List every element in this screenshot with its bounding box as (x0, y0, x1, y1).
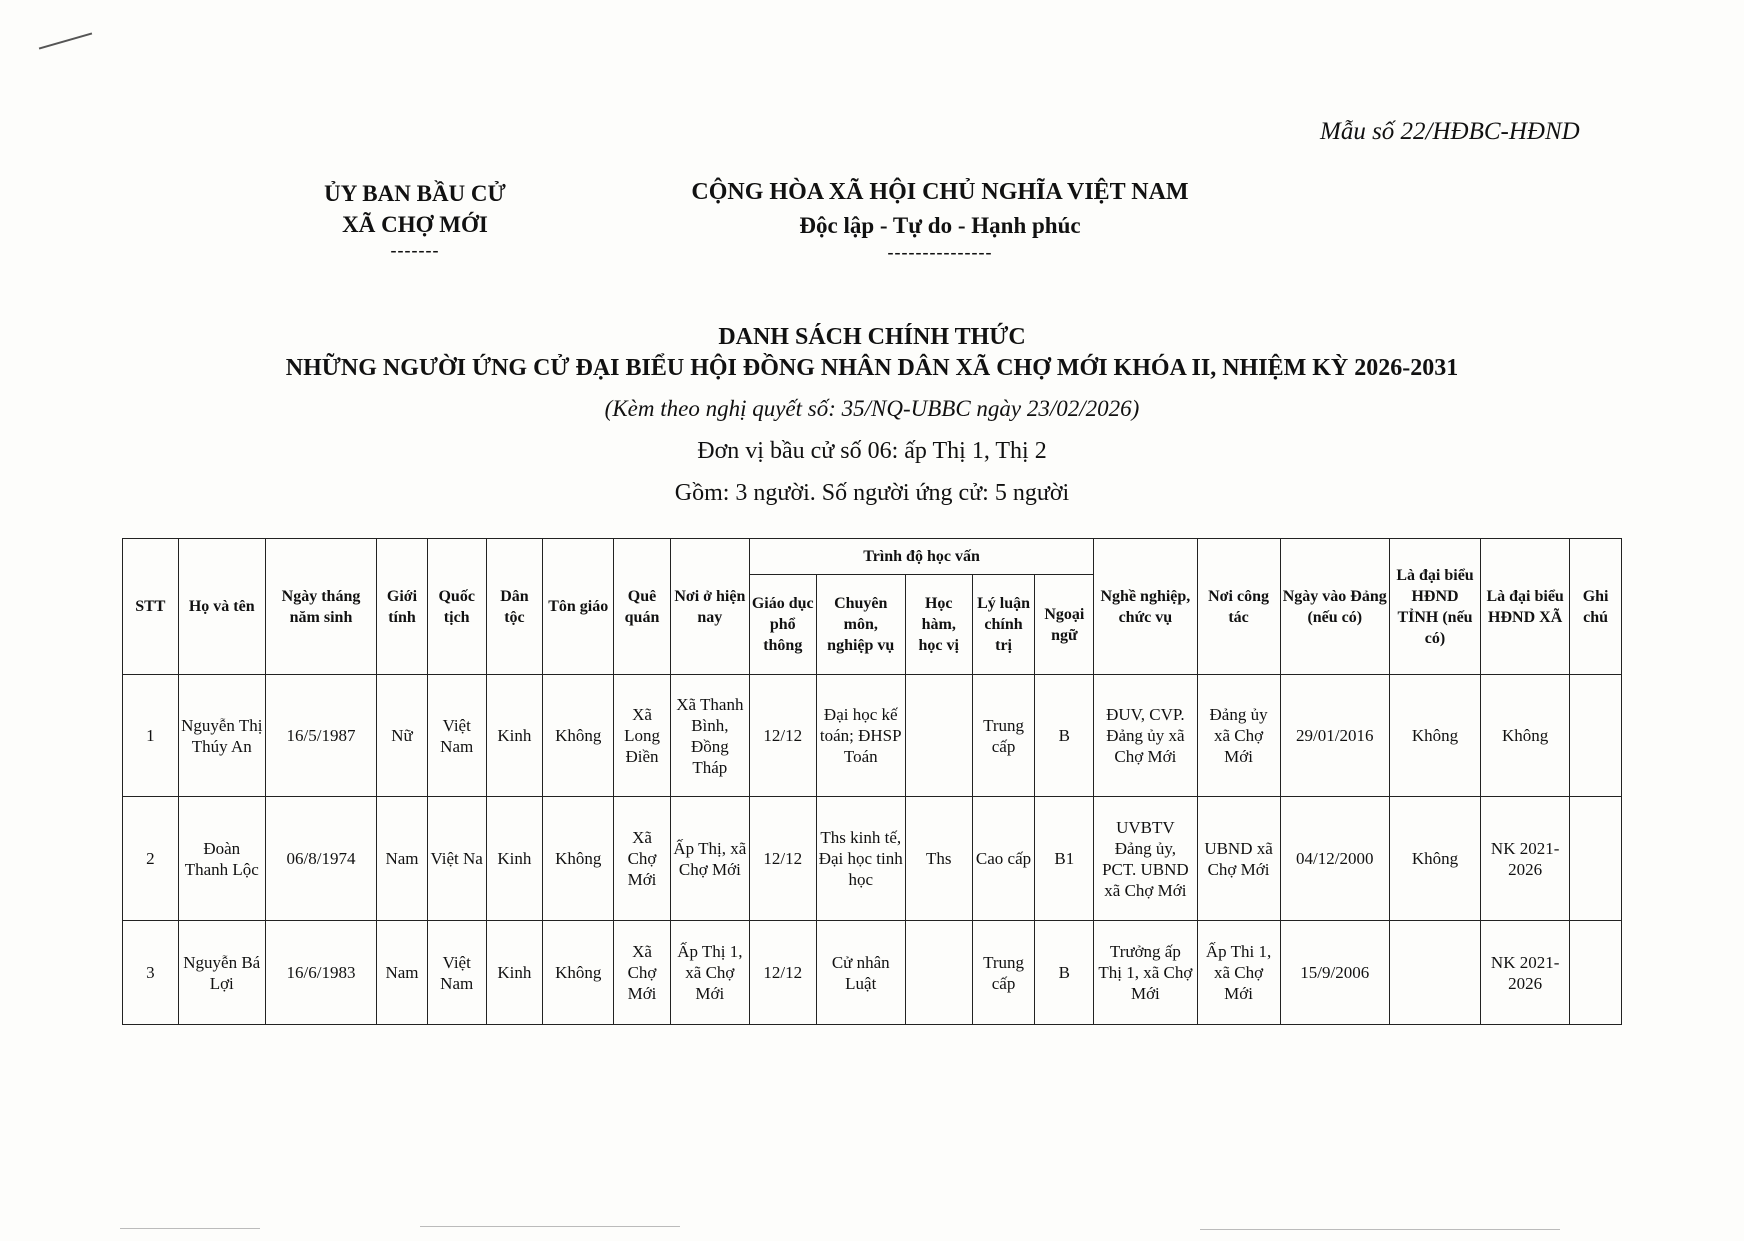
cell-hometown: Xã Chợ Mới (614, 921, 671, 1025)
table-row (123, 675, 1622, 797)
cell-provincial-delegate (1389, 921, 1480, 1025)
cell-name: Nguyễn Thị Thúy An (178, 675, 265, 797)
cell-degree: Ths (905, 797, 972, 921)
header-party-date: Ngày vào Đảng (nếu có) (1280, 539, 1389, 675)
cell-hometown: Xã Long Điền (614, 675, 671, 797)
cell-residence: Ấp Thị, xã Chợ Mới (670, 797, 749, 921)
cell-name: Đoàn Thanh Lộc (178, 797, 265, 921)
cell-gender: Nam (377, 797, 428, 921)
issuing-organization (250, 178, 580, 260)
cell-religion: Không (543, 675, 614, 797)
cell-language: B1 (1035, 797, 1094, 921)
cell-occupation: ĐUV, CVP. Đảng ủy xã Chợ Mới (1094, 675, 1197, 797)
form-number: Mẫu số 22/HĐBC-HĐND (1320, 118, 1580, 145)
header-ethnicity: Dân tộc (486, 539, 543, 675)
header-dob: Ngày tháng năm sinh (265, 539, 376, 675)
header-commune-delegate: Là đại biểu HĐND XÃ (1481, 539, 1570, 675)
header-residence: Nơi ở hiện nay (670, 539, 749, 675)
cell-specialty: Cử nhân Luật (816, 921, 905, 1025)
cell-nationality: Việt Na (427, 797, 486, 921)
cell-workplace: UBND xã Chợ Mới (1197, 797, 1280, 921)
candidate-count: Gồm: 3 người. Số người ứng cử: 5 người (674, 480, 1070, 506)
header-language: Ngoại ngữ (1035, 575, 1094, 675)
cell-nationality: Việt Nam (427, 675, 486, 797)
nation-motto: Độc lập - Tự do - Hạnh phúc (799, 213, 1081, 238)
cell-ethnicity: Kinh (486, 921, 543, 1025)
cell-residence: Ấp Thị 1, xã Chợ Mới (670, 921, 749, 1025)
cell-note (1570, 921, 1622, 1025)
title-line-1: DANH SÁCH CHÍNH THỨC (718, 324, 1026, 350)
cell-political: Trung cấp (972, 921, 1035, 1025)
cell-note (1570, 797, 1622, 921)
header-name: Họ và tên (178, 539, 265, 675)
cell-ethnicity: Kinh (486, 675, 543, 797)
cell-stt: 2 (123, 797, 179, 921)
scan-artifact (420, 1226, 680, 1227)
document-title (0, 322, 1744, 384)
table-row (123, 797, 1622, 921)
cell-occupation: UVBTV Đảng ủy, PCT. UBND xã Chợ Mới (1094, 797, 1197, 921)
org-line-1: ỦY BAN BẦU CỬ (324, 181, 506, 206)
cell-specialty: Ths kinh tế, Đại học tinh học (816, 797, 905, 921)
national-header (640, 176, 1240, 262)
cell-party-date: 15/9/2006 (1280, 921, 1389, 1025)
cell-provincial-delegate: Không (1389, 797, 1480, 921)
cell-gender: Nữ (377, 675, 428, 797)
title-line-2: NHỮNG NGƯỜI ỨNG CỬ ĐẠI BIỂU HỘI ĐỒNG NHÂN DÂN XÃ CHỢ MỚI KHÓA II, NHIỆM KỲ 2026-2031 (285, 355, 1459, 381)
cell-dob: 16/6/1983 (265, 921, 376, 1025)
nation-divider: --------------- (887, 242, 993, 262)
header-education-group: Trình độ học vấn (749, 539, 1093, 575)
cell-general-edu: 12/12 (749, 797, 816, 921)
header-specialty: Chuyên môn, nghiệp vụ (816, 575, 905, 675)
document-reference: (Kèm theo nghị quyết số: 35/NQ-UBBC ngày 23/02/2026) (604, 396, 1140, 421)
header-provincial-delegate: Là đại biểu HĐND TỈNH (nếu có) (1389, 539, 1480, 675)
cell-workplace: Ấp Thi 1, xã Chợ Mới (1197, 921, 1280, 1025)
cell-general-edu: 12/12 (749, 921, 816, 1025)
org-line-2: XÃ CHỢ MỚI (342, 212, 488, 237)
cell-stt: 3 (123, 921, 179, 1025)
cell-gender: Nam (377, 921, 428, 1025)
header-hometown: Quê quán (614, 539, 671, 675)
cell-dob: 16/5/1987 (265, 675, 376, 797)
header-nationality: Quốc tịch (427, 539, 486, 675)
cell-language: B (1035, 675, 1094, 797)
cell-hometown: Xã Chợ Mới (614, 797, 671, 921)
nation-line-1: CỘNG HÒA XÃ HỘI CHỦ NGHĨA VIỆT NAM (691, 179, 1189, 205)
header-general-edu: Giáo dục phổ thông (749, 575, 816, 675)
cell-political: Trung cấp (972, 675, 1035, 797)
cell-provincial-delegate: Không (1389, 675, 1480, 797)
cell-religion: Không (543, 797, 614, 921)
electoral-unit: Đơn vị bầu cử số 06: ấp Thị 1, Thị 2 (697, 438, 1047, 464)
cell-residence: Xã Thanh Bình, Đồng Tháp (670, 675, 749, 797)
cell-occupation: Trưởng ấp Thị 1, xã Chợ Mới (1094, 921, 1197, 1025)
header-gender: Giới tính (377, 539, 428, 675)
cell-specialty: Đại học kế toán; ĐHSP Toán (816, 675, 905, 797)
cell-degree (905, 675, 972, 797)
header-occupation: Nghề nghiệp, chức vụ (1094, 539, 1197, 675)
cell-general-edu: 12/12 (749, 675, 816, 797)
cell-political: Cao cấp (972, 797, 1035, 921)
cell-workplace: Đảng ủy xã Chợ Mới (1197, 675, 1280, 797)
cell-note (1570, 675, 1622, 797)
cell-commune-delegate: Không (1481, 675, 1570, 797)
header-religion: Tôn giáo (543, 539, 614, 675)
cell-commune-delegate: NK 2021-2026 (1481, 797, 1570, 921)
cell-party-date: 04/12/2000 (1280, 797, 1389, 921)
header-stt: STT (123, 539, 179, 675)
cell-dob: 06/8/1974 (265, 797, 376, 921)
cell-religion: Không (543, 921, 614, 1025)
header-degree: Học hàm, học vị (905, 575, 972, 675)
org-divider: ------- (390, 240, 440, 260)
scan-artifact (120, 1228, 260, 1229)
cell-party-date: 29/01/2016 (1280, 675, 1389, 797)
table-row (123, 921, 1622, 1025)
header-political: Lý luận chính trị (972, 575, 1035, 675)
cell-nationality: Việt Nam (427, 921, 486, 1025)
cell-ethnicity: Kinh (486, 797, 543, 921)
cell-commune-delegate: NK 2021-2026 (1481, 921, 1570, 1025)
pen-mark (39, 32, 92, 49)
cell-name: Nguyễn Bá Lợi (178, 921, 265, 1025)
cell-language: B (1035, 921, 1094, 1025)
cell-stt: 1 (123, 675, 179, 797)
cell-degree (905, 921, 972, 1025)
candidate-table (122, 538, 1622, 1025)
header-workplace: Nơi công tác (1197, 539, 1280, 675)
header-note: Ghi chú (1570, 539, 1622, 675)
scan-artifact (1200, 1229, 1560, 1230)
